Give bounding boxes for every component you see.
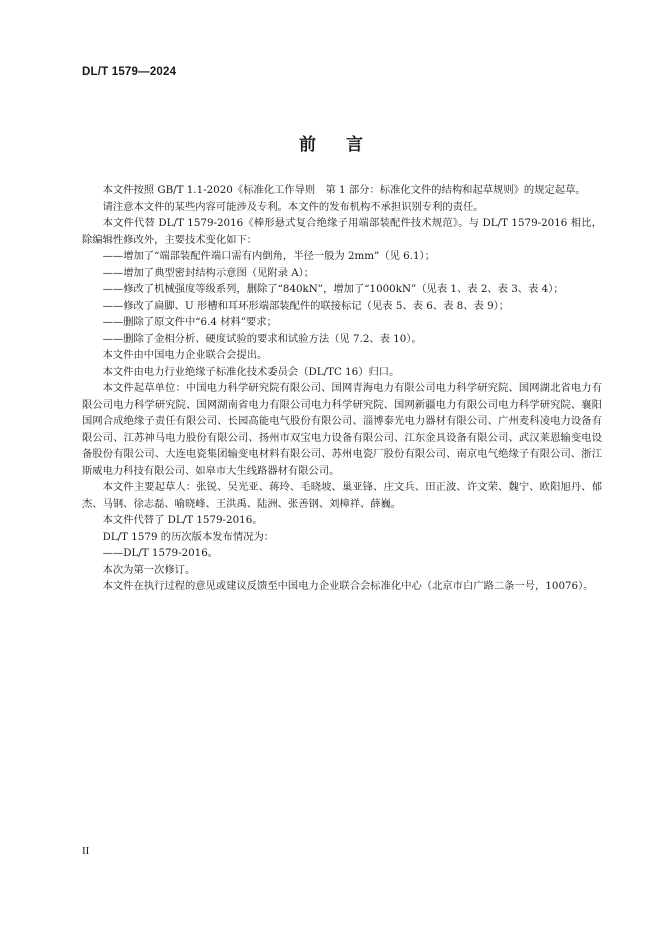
paragraph-feedback: 本文件在执行过程的意见或建议反馈至中国电力企业联合会标准化中心（北京市白广路二条一号，10076）。 (102, 580, 594, 592)
paragraph-replacement: 本文件代替 DL/T 1579-2016《棒形悬式复合绝缘子用端部装配件技术规范》。与 DL/T 1579-2016 相比，除编辑性修改外，主要技术变化如下： (82, 217, 602, 246)
history-item: ——DL/T 1579-2016。 (102, 547, 219, 559)
change-item: ——删除了原文件中“6.4 材料”要求； (102, 316, 277, 328)
paragraph-supersedes: 本文件代替了 DL/T 1579-2016。 (102, 514, 263, 526)
change-item: ——增加了典型密封结构示意图（见附录 A）； (102, 266, 315, 279)
paragraph-history-intro: DL/T 1579 的历次版本发布情况为： (102, 530, 275, 543)
paragraph-proposer: 本文件由中国电力企业联合会提出。 (102, 349, 268, 361)
change-item: ——删除了金相分析、硬度试验的要求和试验方法（见 7.2、表 10）。 (102, 332, 422, 345)
paragraph-drafting-rules: 本文件按照 GB/T 1.1-2020《标准化工作导则 第 1 部分：标准化文件的结构和起草规则》的规定起草。 (102, 184, 586, 196)
page-title: 前言 (299, 135, 393, 155)
paragraph-revision-count: 本次为第一次修订。 (102, 563, 196, 576)
paragraph-committee: 本文件由电力行业绝缘子标准化技术委员会（DL/TC 16）归口。 (102, 365, 400, 378)
document-code: DL/T 1579—2024 (82, 66, 177, 78)
paragraph-patent-notice: 请注意本文件的某些内容可能涉及专利。本文件的发布机构不承担识别专利的责任。 (102, 200, 484, 213)
change-item: ——修改了机械强度等级系列，删除了“840kN”，增加了“1000kN”（见表 1、表 2、表 3、表 4）； (102, 283, 564, 295)
page-number: II (82, 845, 90, 857)
paragraph-drafters: 本文件主要起草人：张锐、吴光亚、蒋玲、毛晓坡、巢亚锋、庄文兵、田正波、许文荣、魏宁、欧阳旭丹、郁杰、马钢、徐志磊、喻晓峰、王洪禹、陆洲、张善钢、刘樟祥、薛巍。 (82, 481, 602, 510)
change-item: ——增加了“端部装配件端口需有内倒角，半径一般为 2mm”（见 6.1）； (102, 250, 435, 262)
change-item: ——修改了扁脚、U 形槽和耳环形端部装配件的联接标记（见表 5、表 6、表 8、表 9）； (102, 299, 510, 312)
foreword-body (82, 182, 602, 595)
paragraph-drafting-units: 本文件起草单位：中国电力科学研究院有限公司、国网青海电力有限公司电力科学研究院、国网湖北省电力有限公司电力科学研究院、国网湖南省电力有限公司电力科学研究院、国网新疆电力有限公司电力科学研究院、襄阳国网合成绝缘子责任有限公司、长园高能电气股份有限公司、淄博泰光电力器材有限公司、广州麦科凌电力设备有限公司、江苏神马电力股份有限公司、扬州市双宝电力设备有限公司、江东金具设备有限公司、武汉莱恩输变电设备股份有限公司、大连电瓷集团输变电材料有限公司、苏州电瓷厂股份有限公司、南京电气绝缘子有限公司、浙江斯威电力科技有限公司、如皋市大生线路器材有限公司。 (82, 382, 602, 477)
